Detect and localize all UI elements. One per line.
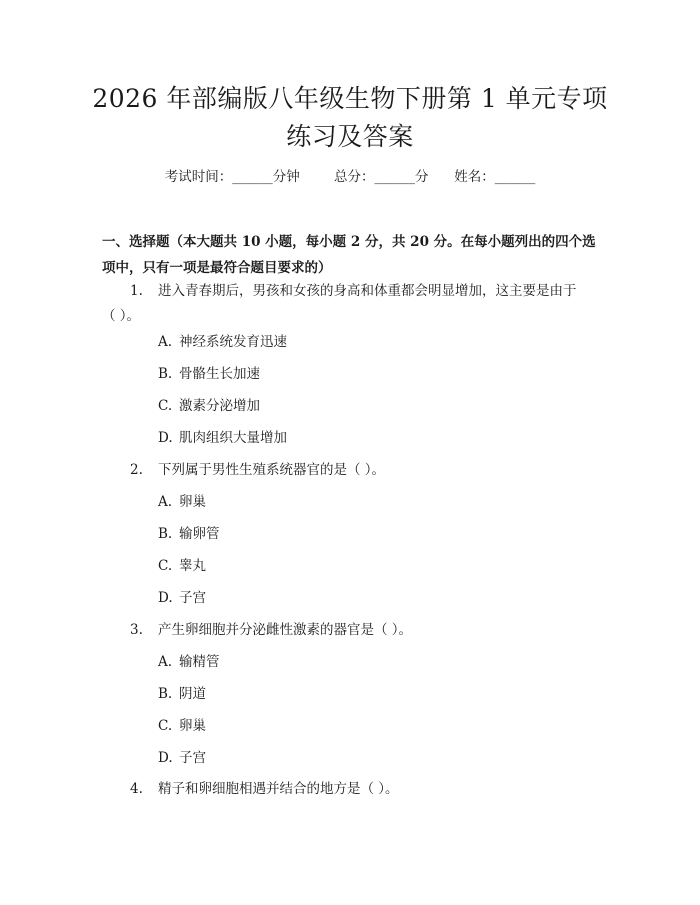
option-letter: B. — [158, 526, 173, 542]
section-heading-line-2: 项中，只有一项是最符合题目要求的） — [102, 260, 332, 276]
question-text: 下列属于男性生殖系统器官的是（ ）。 — [158, 462, 386, 478]
document-title-line-2: 练习及答案 — [286, 122, 414, 151]
option-text: 卵巢 — [179, 718, 206, 734]
option-letter: B. — [158, 366, 173, 382]
option-letter: C. — [158, 398, 173, 414]
option-text: 输精管 — [179, 654, 220, 670]
option-text: 神经系统发育迅速 — [179, 334, 287, 350]
option-text: 子宫 — [179, 750, 206, 766]
option-letter: C. — [158, 558, 173, 574]
question-number: 3. — [130, 622, 143, 638]
section-heading-line-1: 一、选择题（本大题共 10 小题，每小题 2 分，共 20 分。在每小题列出的四个选 — [102, 234, 596, 250]
option-letter: B. — [158, 686, 173, 702]
question-text: 产生卵细胞并分泌雌性激素的器官是（ ）。 — [158, 622, 413, 638]
option-letter: A. — [158, 654, 173, 670]
option-letter: D. — [158, 430, 173, 446]
document-title-line-1: 2026 年部编版八年级生物下册第 1 单元专项 — [92, 84, 608, 113]
option-text: 输卵管 — [179, 526, 220, 542]
option-letter: D. — [158, 590, 173, 606]
total-score-blank: ______ — [374, 169, 416, 185]
question-text-continuation: （ ）。 — [102, 308, 141, 324]
option-letter: D. — [158, 750, 173, 766]
question-text: 精子和卵细胞相遇并结合的地方是（ ）。 — [158, 781, 399, 797]
question-number: 4. — [130, 781, 143, 797]
exam-time-unit: 分钟 — [272, 169, 300, 185]
option-text: 肌肉组织大量增加 — [179, 430, 287, 446]
option-text: 睾丸 — [179, 558, 206, 574]
exam-time-label: 考试时间： — [164, 169, 233, 185]
exam-time-blank: ______ — [232, 169, 273, 185]
option-text: 激素分泌增加 — [179, 398, 260, 414]
student-name-blank: ______ — [494, 169, 536, 185]
option-text: 子宫 — [179, 590, 206, 606]
option-letter: A. — [158, 334, 173, 350]
option-text: 阴道 — [179, 686, 206, 702]
total-score-label: 总分： — [334, 169, 375, 185]
total-score-unit: 分 — [415, 169, 429, 185]
option-text: 卵巢 — [179, 494, 206, 510]
option-letter: A. — [158, 494, 173, 510]
option-letter: C. — [158, 718, 173, 734]
exam-info-line — [0, 167, 700, 187]
student-name-label: 姓名： — [454, 169, 495, 185]
option-text: 骨骼生长加速 — [179, 366, 260, 382]
question-text: 进入青春期后，男孩和女孩的身高和体重都会明显增加，这主要是由于 — [158, 283, 577, 299]
question-number: 2. — [130, 462, 143, 478]
question-number: 1. — [130, 283, 143, 299]
